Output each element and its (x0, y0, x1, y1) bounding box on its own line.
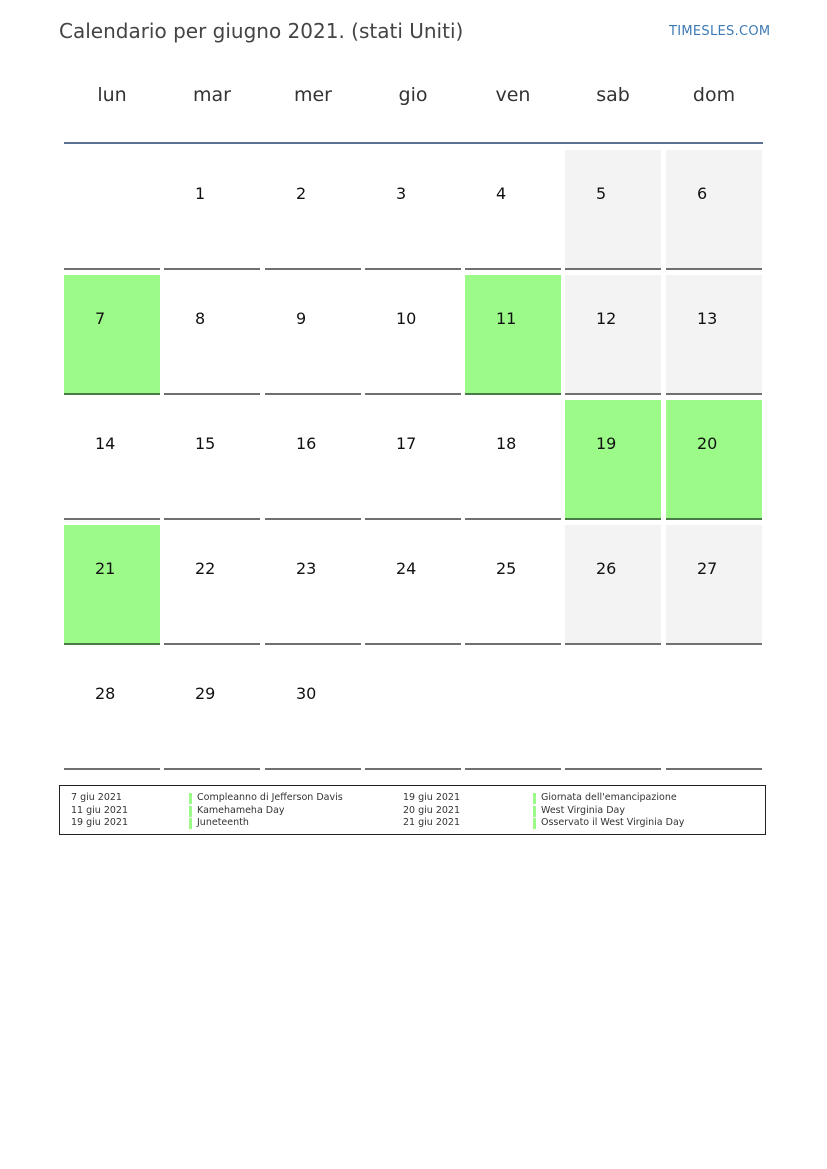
weekday-label: mar (193, 84, 231, 106)
day-cell (565, 275, 661, 395)
day-number: 11 (496, 309, 517, 328)
day-cell (265, 400, 361, 520)
day-number: 7 (95, 309, 106, 328)
day-cell (164, 275, 260, 395)
day-cell (64, 525, 160, 645)
weekday-label: dom (692, 84, 736, 106)
legend-holiday-name: Juneteenth (197, 817, 249, 828)
day-number: 14 (95, 434, 116, 453)
legend-date: 20 giu 2021 (403, 804, 460, 816)
day-number: 4 (496, 184, 507, 203)
day-cell (565, 525, 661, 645)
day-cell (666, 525, 762, 645)
day-cell (164, 650, 260, 770)
day-number: 10 (396, 309, 417, 328)
weekday-label: sab (596, 84, 630, 106)
empty-day-cell (465, 650, 561, 770)
legend-date: 19 giu 2021 (403, 792, 460, 803)
day-number: 17 (396, 434, 417, 453)
day-cell (666, 150, 762, 270)
day-number: 16 (296, 434, 317, 453)
day-number: 9 (296, 309, 307, 328)
legend-entry (533, 805, 684, 818)
day-number: 22 (195, 559, 216, 578)
day-cell (365, 275, 461, 395)
legend-date: 19 giu 2021 (71, 817, 128, 828)
day-cell (265, 650, 361, 770)
day-number: 6 (697, 184, 708, 203)
day-cell (465, 275, 561, 395)
day-number: 26 (596, 559, 617, 578)
legend-date: 21 giu 2021 (403, 817, 460, 828)
calendar-grid (64, 150, 764, 770)
page-title: Calendario per giugno 2021. (stati Uniti) (59, 19, 464, 43)
day-cell (64, 275, 160, 395)
day-number: 30 (296, 684, 317, 703)
day-cell (365, 150, 461, 270)
day-number: 1 (195, 184, 206, 203)
day-cell (465, 150, 561, 270)
day-cell (164, 525, 260, 645)
day-number: 25 (496, 559, 517, 578)
legend-holiday-name: West Virginia Day (541, 804, 625, 816)
legend-names-right (533, 792, 684, 830)
holiday-color-marker (189, 793, 192, 804)
day-number: 5 (596, 184, 607, 203)
day-number: 19 (596, 434, 617, 453)
day-number: 23 (296, 559, 317, 578)
holiday-color-marker (533, 793, 536, 804)
legend-holiday-name: Compleanno di Jefferson Davis (197, 792, 343, 803)
day-cell (465, 400, 561, 520)
empty-day-cell (565, 650, 661, 770)
empty-day-cell (365, 650, 461, 770)
day-number: 8 (195, 309, 206, 328)
day-cell (666, 275, 762, 395)
day-number: 29 (195, 684, 216, 703)
holiday-color-marker (189, 806, 192, 817)
legend-holiday-name: Giornata dell'emancipazione (541, 792, 677, 803)
day-cell (265, 525, 361, 645)
day-number: 18 (496, 434, 517, 453)
weekday-label: ven (495, 84, 531, 106)
legend-entry (533, 817, 684, 830)
day-number: 24 (396, 559, 417, 578)
day-number: 21 (95, 559, 116, 578)
day-cell (465, 525, 561, 645)
legend-holiday-name: Osservato il West Virginia Day (541, 817, 685, 828)
day-cell (365, 525, 461, 645)
day-cell (666, 400, 762, 520)
brand-link[interactable]: TIMESLES.COM (669, 24, 771, 39)
legend-entry (189, 792, 343, 805)
day-cell (565, 150, 661, 270)
day-number: 2 (296, 184, 307, 203)
weekday-label: mer (293, 84, 332, 106)
day-number: 20 (697, 434, 718, 453)
legend-entry (189, 805, 343, 818)
weekday-label: lun (97, 84, 127, 106)
empty-day-cell (64, 150, 160, 270)
legend-date: 7 giu 2021 (71, 792, 122, 803)
legend-dates-right (403, 792, 460, 830)
holiday-color-marker (189, 818, 192, 829)
holiday-color-marker (533, 818, 536, 829)
legend-date: 11 giu 2021 (71, 804, 128, 816)
legend-entry (189, 817, 343, 830)
day-number: 15 (195, 434, 216, 453)
empty-day-cell (666, 650, 762, 770)
day-cell (64, 650, 160, 770)
day-number: 12 (596, 309, 617, 328)
header-divider (64, 142, 763, 144)
day-cell (265, 150, 361, 270)
day-cell (365, 400, 461, 520)
day-number: 13 (697, 309, 718, 328)
weekday-header (64, 84, 764, 124)
legend-holiday-name: Kamehameha Day (197, 804, 285, 816)
day-cell (164, 150, 260, 270)
legend-dates-left (71, 792, 128, 830)
day-cell (164, 400, 260, 520)
legend-entry (533, 792, 684, 805)
legend-names-left (189, 792, 343, 830)
day-number: 28 (95, 684, 116, 703)
day-cell (64, 400, 160, 520)
day-cell (565, 400, 661, 520)
holiday-color-marker (533, 806, 536, 817)
day-cell (265, 275, 361, 395)
weekday-label: gio (398, 84, 428, 106)
holiday-legend (59, 785, 766, 835)
day-number: 3 (396, 184, 407, 203)
day-number: 27 (697, 559, 718, 578)
